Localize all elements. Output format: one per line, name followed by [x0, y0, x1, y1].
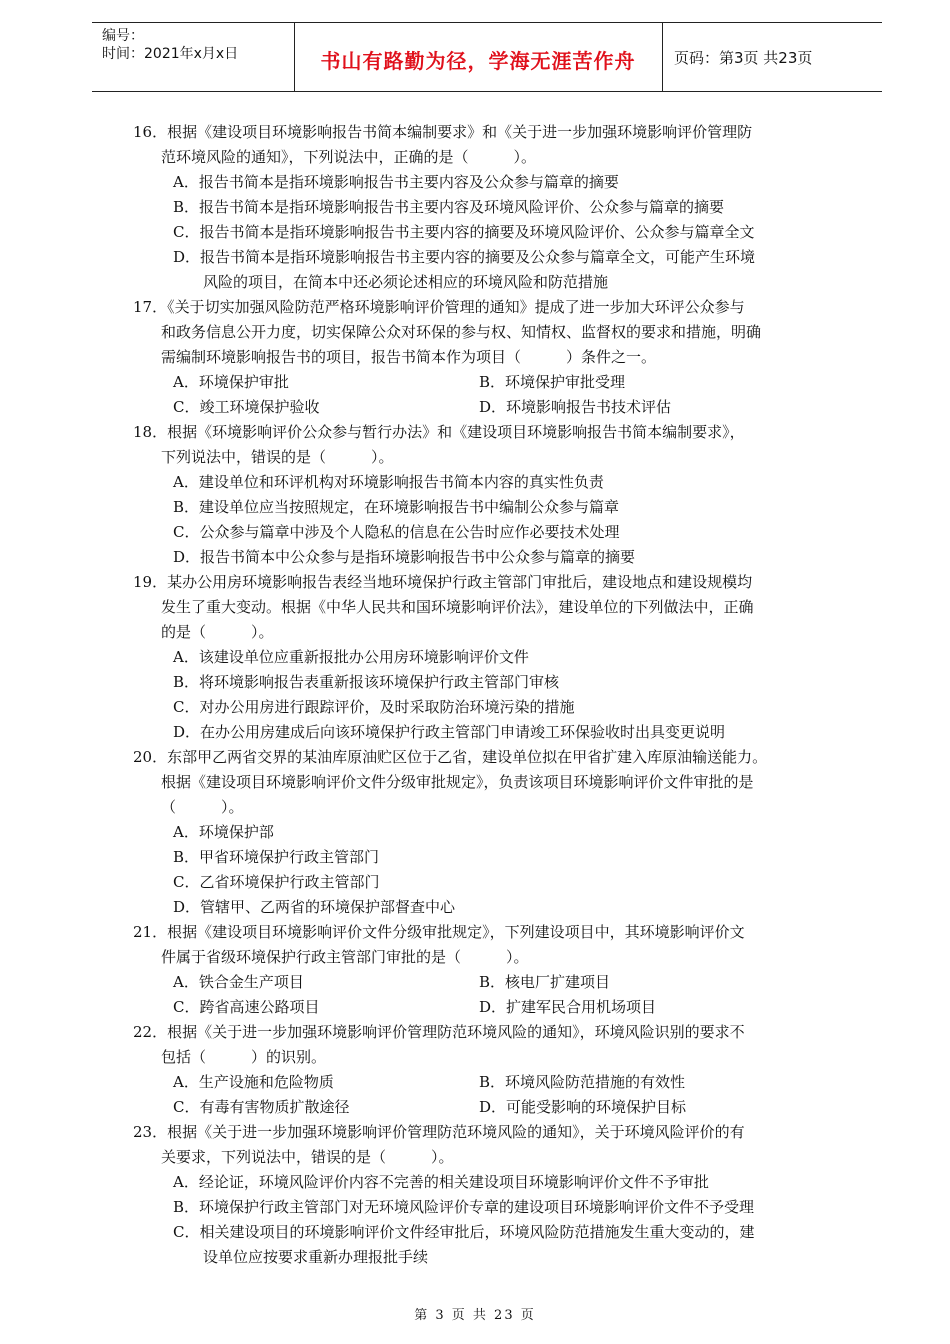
option-row: [133, 395, 839, 420]
option-a: A．经论证，环境风险评价内容不完善的相关建设项目环境影响评价文件不予审批: [173, 1173, 709, 1191]
header-page-number: 页码：第3页 共23页: [674, 49, 813, 67]
question-text: 23．根据《关于进一步加强环境影响评价管理防范环境风险的通知》，关于环境风险评价的有: [133, 1123, 745, 1141]
question-text: 关要求，下列说法中，错误的是（ ）。: [161, 1148, 454, 1166]
question-text: 和政务信息公开力度，切实保障公众对环保的参与权、知情权、监督权的要求和措施，明确: [161, 323, 762, 341]
option-c: C．对办公用房进行跟踪评价，及时采取防治环境污染的措施: [173, 698, 575, 716]
option-c: C．公众参与篇章中涉及个人隐私的信息在公告时应作必要技术处理: [173, 523, 620, 541]
question-text: 根据《建设项目环境影响评价文件分级审批规定》，负责该项目环境影响评价文件审批的是: [161, 773, 754, 791]
page-header: [92, 22, 882, 92]
option-d: D．可能受影响的环境保护目标: [479, 1098, 687, 1116]
question-text: 21．根据《建设项目环境影响评价文件分级审批规定》，下列建设项目中，其环境影响评价文: [133, 923, 745, 941]
header-divider: [294, 23, 295, 91]
option-c: C．乙省环境保护行政主管部门: [173, 873, 380, 891]
option-d: D．环境影响报告书技术评估: [479, 398, 672, 416]
option-b: B．核电厂扩建项目: [479, 973, 611, 991]
question-18: [133, 420, 839, 570]
option-d: D．报告书简本是指环境影响报告书主要内容的摘要及公众参与篇章全文，可能产生环境: [173, 248, 756, 266]
header-time: 时间：2021年x月x日: [102, 46, 239, 62]
question-21: [133, 920, 839, 1020]
question-text: 下列说法中，错误的是（ ）。: [161, 448, 394, 466]
option-a: A．建设单位和环评机构对环境影响报告书简本内容的真实性负责: [173, 473, 604, 491]
question-19: [133, 570, 839, 745]
option-a: A．环境保护部: [173, 823, 274, 841]
option-d: D．扩建军民合用机场项目: [479, 998, 657, 1016]
option-a: A．铁合金生产项目: [173, 973, 304, 991]
option-c: C．有毒有害物质扩散途径: [173, 1098, 350, 1116]
option-row: [133, 370, 839, 395]
question-text: 20．东部甲乙两省交界的某油库原油贮区位于乙省，建设单位拟在甲省扩建入库原油输送能力。: [133, 748, 768, 766]
option-row: [133, 1095, 839, 1120]
option-c: C．竣工环境保护验收: [173, 398, 320, 416]
option-row: [133, 1070, 839, 1095]
question-17: [133, 295, 839, 420]
option-d: D．报告书简本中公众参与是指环境影响报告书中公众参与篇章的摘要: [173, 548, 636, 566]
question-text: 的是（ ）。: [161, 623, 274, 641]
page-footer: 第 3 页 共 23 页: [414, 1308, 536, 1323]
option-b: B．环境保护行政主管部门对无环境风险评价专章的建设项目环境影响评价文件不予受理: [173, 1198, 755, 1216]
option-b: B．建设单位应当按照规定，在环境影响报告书中编制公众参与篇章: [173, 498, 620, 516]
question-text: 17．《关于切实加强风险防范严格环境影响评价管理的通知》提成了进一步加大环评公众参与: [133, 298, 745, 316]
question-text: 需编制环境影响报告书的项目，报告书简本作为项目（ ）条件之一。: [161, 348, 657, 366]
header-meta: [102, 27, 292, 63]
question-16: [133, 120, 839, 295]
option-d: D．管辖甲、乙两省的环境保护部督查中心: [173, 898, 456, 916]
option-b: B．甲省环境保护行政主管部门: [173, 848, 380, 866]
question-text: 件属于省级环境保护行政主管部门审批的是（ ）。: [161, 948, 529, 966]
header-motto: 书山有路勤为径，学海无涯苦作舟: [320, 49, 636, 73]
header-divider: [662, 23, 663, 91]
question-22: [133, 1020, 839, 1120]
option-b: B．环境风险防范措施的有效性: [479, 1073, 686, 1091]
option-row: [133, 970, 839, 995]
option-a: A．生产设施和危险物质: [173, 1073, 334, 1091]
option-b: B．环境保护审批受理: [479, 373, 626, 391]
option-d: D．在办公用房建成后向该环境保护行政主管部门申请竣工环保验收时出具变更说明: [173, 723, 726, 741]
question-text: 发生了重大变动。根据《中华人民共和国环境影响评价法》，建设单位的下列做法中，正确: [161, 598, 754, 616]
question-text: 22．根据《关于进一步加强环境影响评价管理防范环境风险的通知》，环境风险识别的要求不: [133, 1023, 745, 1041]
option-c-continued: 设单位应按要求重新办理报批手续: [203, 1248, 429, 1266]
question-text: 19．某办公用房环境影响报告表经当地环境保护行政主管部门审批后，建设地点和建设规模均: [133, 573, 753, 591]
question-list: [133, 120, 839, 1270]
question-text: 范环境风险的通知》，下列说法中，正确的是（ ）。: [161, 148, 537, 166]
option-a: A．环境保护审批: [173, 373, 289, 391]
option-a: A．报告书简本是指环境影响报告书主要内容及公众参与篇章的摘要: [173, 173, 619, 191]
option-a: A．该建设单位应重新报批办公用房环境影响评价文件: [173, 648, 529, 666]
question-text: 18．根据《环境影响评价公众参与暂行办法》和《建设项目环境影响报告书简本编制要求》，: [133, 423, 745, 441]
option-c: C．相关建设项目的环境影响评价文件经审批后，环境风险防范措施发生重大变动的，建: [173, 1223, 755, 1241]
question-20: [133, 745, 839, 920]
option-d-continued: 风险的项目，在简本中还必须论述相应的环境风险和防范措施: [203, 273, 609, 291]
question-text: （ ）。: [161, 798, 244, 816]
question-text: 16．根据《建设项目环境影响报告书简本编制要求》和《关于进一步加强环境影响评价管理防: [133, 123, 753, 141]
header-code: 编号：: [102, 28, 144, 44]
option-c: C．报告书简本是指环境影响报告书主要内容的摘要及环境风险评价、公众参与篇章全文: [173, 223, 755, 241]
option-b: B．报告书简本是指环境影响报告书主要内容及环境风险评价、公众参与篇章的摘要: [173, 198, 725, 216]
option-b: B．将环境影响报告表重新报该环境保护行政主管部门审核: [173, 673, 560, 691]
question-text: 包括（ ）的识别。: [161, 1048, 327, 1066]
option-c: C．跨省高速公路项目: [173, 998, 320, 1016]
option-row: [133, 995, 839, 1020]
question-23: [133, 1120, 839, 1270]
